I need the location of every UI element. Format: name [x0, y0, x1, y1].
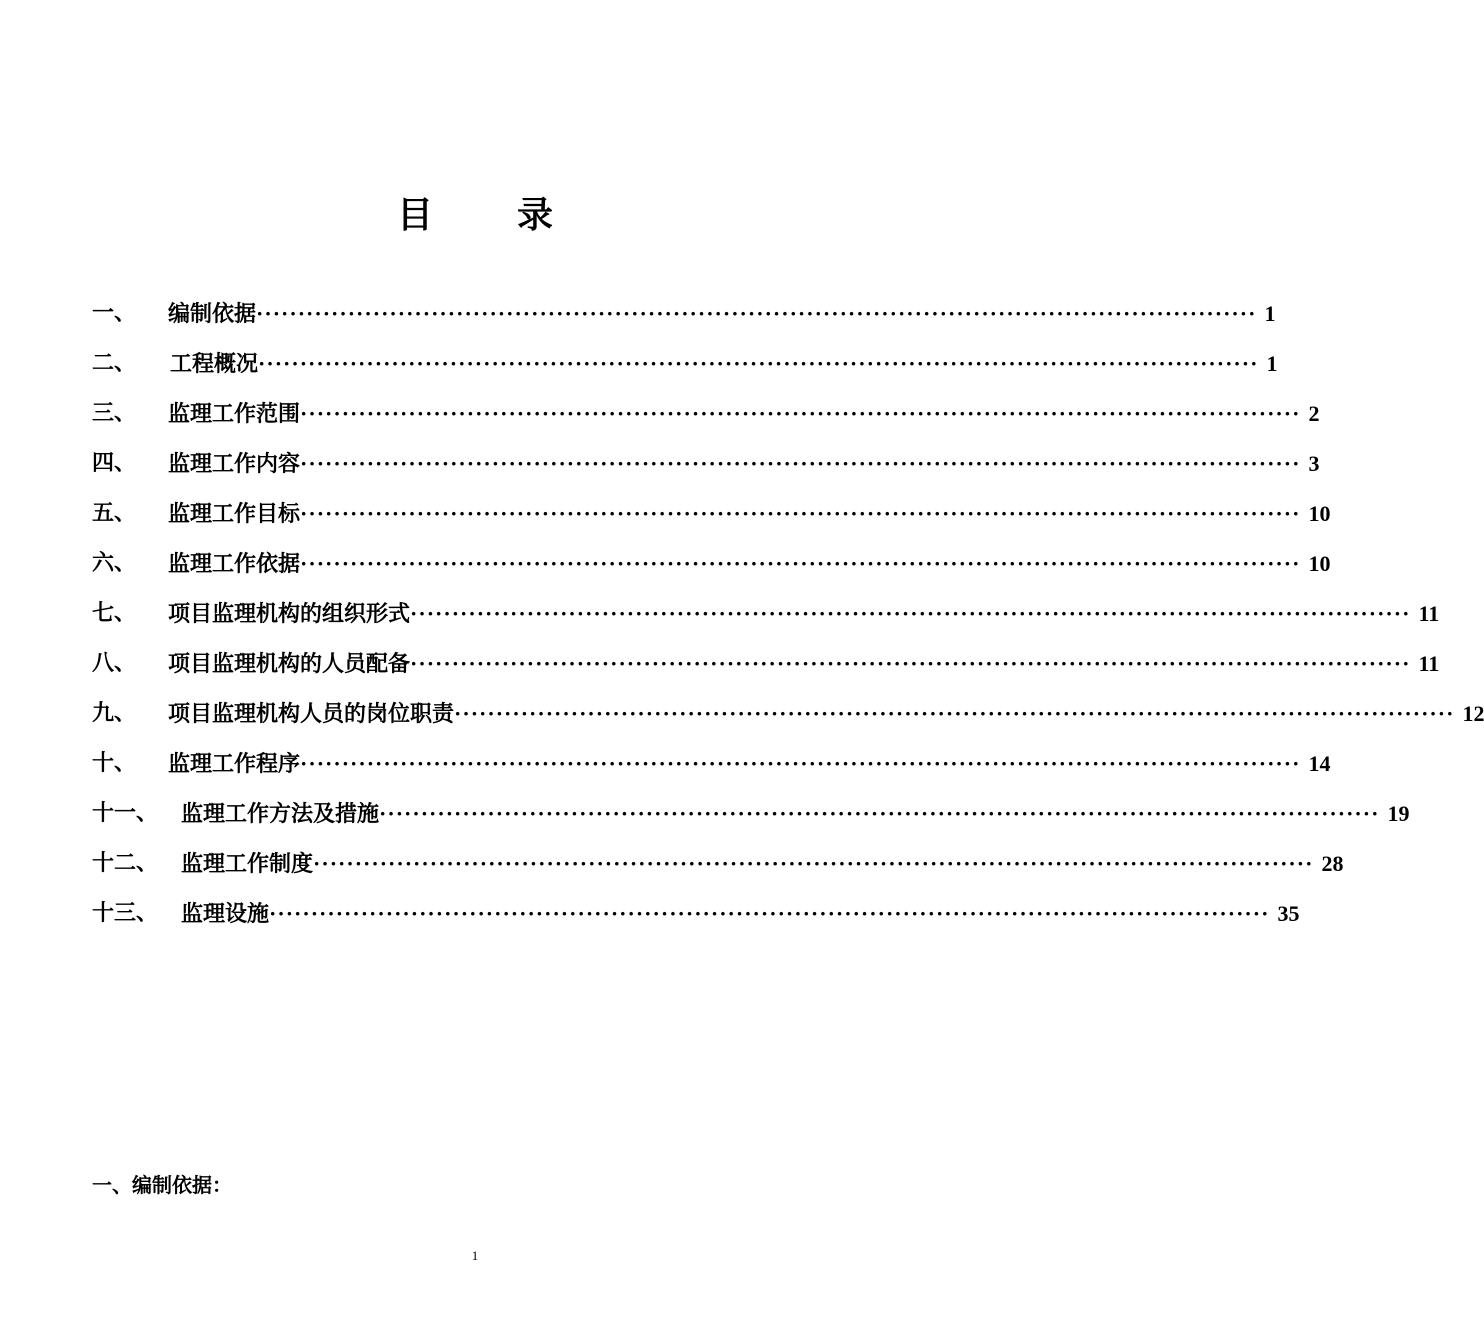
toc-entry-page: 19: [1387, 801, 1410, 826]
toc-entry-page: 2: [1308, 401, 1320, 426]
toc-leader-dots: ························································································································: [300, 751, 1301, 776]
toc-entry-page: 11: [1418, 601, 1440, 626]
toc-leader-dots: ························································································································: [454, 701, 1455, 726]
toc-entry-label: 监理工作制度: [181, 852, 314, 877]
toc-entry-10[interactable]: [92, 739, 1331, 789]
toc-title: [0, 192, 950, 240]
toc-leader-dots: ························································································································: [410, 601, 1411, 626]
toc-leader-dots: ························································································································: [256, 301, 1257, 326]
toc-leader-dots: ························································································································: [379, 801, 1380, 826]
toc-entry-7[interactable]: [92, 589, 1440, 639]
toc-entry-page: 12: [1462, 701, 1484, 726]
toc-entry-label: 监理设施: [181, 902, 270, 927]
toc-entry-number: 九、: [92, 701, 137, 726]
toc-entry-2[interactable]: [92, 339, 1278, 389]
toc-leader-dots: ························································································································: [313, 851, 1314, 876]
toc-leader-dots: ························································································································: [410, 651, 1411, 676]
toc-entry-3[interactable]: [92, 389, 1320, 439]
toc-entry-13[interactable]: [92, 889, 1300, 939]
toc-leader-dots: ························································································································: [300, 551, 1301, 576]
toc-entry-number: 十一、: [92, 801, 159, 826]
section-heading: 一、编制依据：: [92, 1173, 232, 1197]
toc-leader-dots: ························································································································: [300, 501, 1301, 526]
toc-entry-label: 监理工作范围: [168, 402, 301, 427]
page-number: 1: [471, 1248, 479, 1263]
toc-leader-dots: ························································································································: [300, 451, 1301, 476]
toc-entry-6[interactable]: [92, 539, 1331, 589]
toc-entry-label: 工程概况: [170, 352, 259, 377]
toc-entry-page: 35: [1277, 901, 1300, 926]
toc-entry-number: 二、: [92, 351, 137, 376]
toc-entry-label: 编制依据: [168, 302, 257, 327]
toc-entry-page: 28: [1321, 851, 1344, 876]
toc-entry-page: 14: [1308, 751, 1331, 776]
toc-leader-dots: ························································································································: [269, 901, 1270, 926]
toc-entry-number: 六、: [92, 551, 137, 576]
toc-entry-label: 监理工作目标: [168, 502, 301, 527]
toc-entry-page: 10: [1308, 551, 1331, 576]
toc-entry-label: 项目监理机构人员的岗位职责: [168, 702, 455, 727]
toc-entry-number: 十、: [92, 751, 137, 776]
toc-entry-number: 三、: [92, 401, 137, 426]
toc-entry-number: 十三、: [92, 901, 159, 926]
toc-entry-page: 11: [1418, 651, 1440, 676]
toc-entry-number: 八、: [92, 651, 137, 676]
toc-entry-label: 监理工作内容: [168, 452, 301, 477]
toc-entry-12[interactable]: [92, 839, 1344, 889]
toc-leader-dots: ························································································································: [300, 401, 1301, 426]
toc-entry-label: 监理工作依据: [168, 552, 301, 577]
toc-entry-1[interactable]: [92, 289, 1276, 339]
toc-entry-page: 1: [1266, 351, 1278, 376]
toc-leader-dots: ························································································································: [258, 351, 1259, 376]
toc-entry-9[interactable]: [92, 689, 1484, 739]
toc-entry-label: 监理工作程序: [168, 752, 301, 777]
toc-entry-number: 十二、: [92, 851, 159, 876]
toc-entry-label: 项目监理机构的组织形式: [168, 602, 411, 627]
toc-entry-page: 3: [1308, 451, 1320, 476]
toc-title-char-2: 录: [517, 195, 554, 236]
toc-entry-number: 四、: [92, 451, 137, 476]
toc-entry-4[interactable]: [92, 439, 1320, 489]
toc-entry-page: 1: [1264, 301, 1276, 326]
toc-title-char-1: 目: [396, 195, 433, 236]
toc-entry-page: 10: [1308, 501, 1331, 526]
table-of-contents: [92, 289, 1484, 939]
toc-entry-number: 一、: [92, 301, 137, 326]
toc-entry-label: 项目监理机构的人员配备: [168, 652, 411, 677]
toc-entry-8[interactable]: [92, 639, 1440, 689]
toc-entry-number: 七、: [92, 601, 137, 626]
toc-entry-11[interactable]: [92, 789, 1410, 839]
toc-entry-label: 监理工作方法及措施: [181, 802, 380, 827]
toc-entry-5[interactable]: [92, 489, 1331, 539]
toc-entry-number: 五、: [92, 501, 137, 526]
